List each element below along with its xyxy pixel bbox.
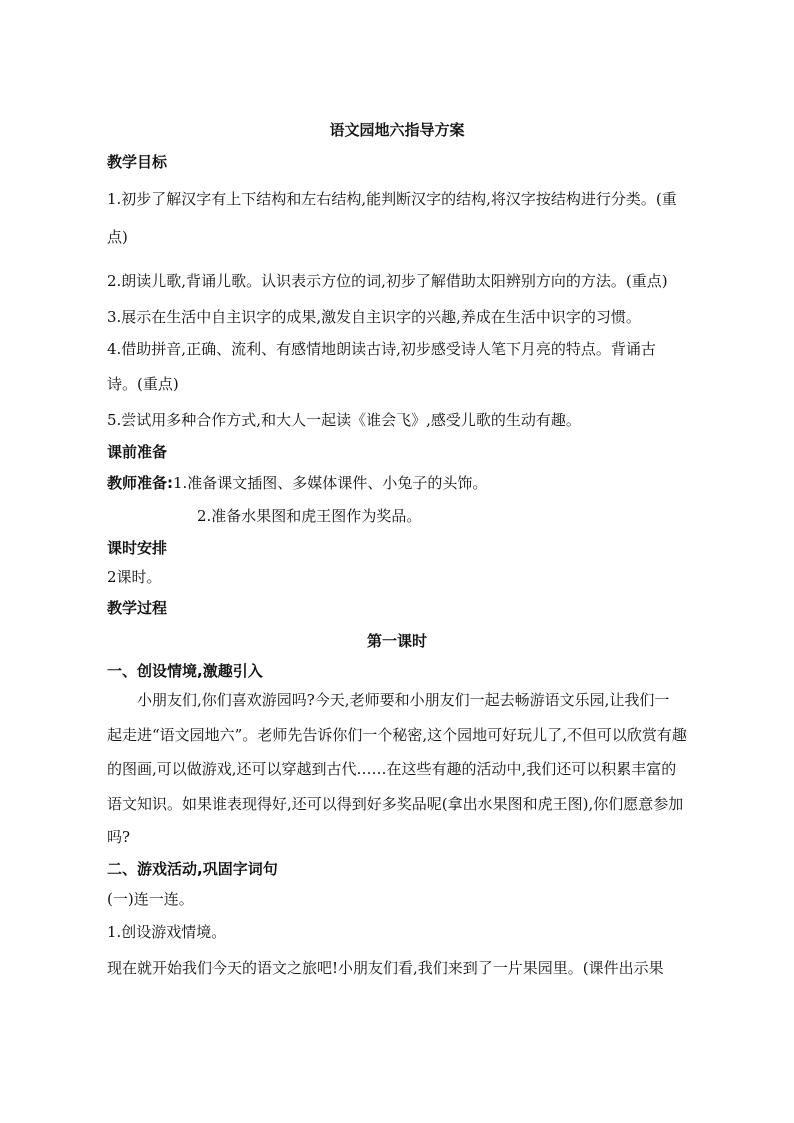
prep-label: 教师准备: <box>107 474 173 492</box>
part-2-heading: 二、游戏活动,巩固字词句 <box>107 860 278 878</box>
section-heading-schedule: 课时安排 <box>107 539 168 557</box>
goal-2: 2.朗读儿歌,背诵儿歌。认识表示方位的词,初步了解借助太阳辨别方向的方法。(重点) <box>107 272 668 290</box>
goal-4-line-2: 诗。(重点) <box>107 375 179 393</box>
prep-item-2: 2.准备水果图和虎王图作为奖品。 <box>197 507 422 525</box>
part-1-paragraph-line-5: 吗? <box>107 828 131 846</box>
goal-3: 3.展示在生活中自主识字的成果,激发自主识字的兴趣,养成在生活中识字的习惯。 <box>107 308 641 326</box>
part-1-paragraph-line-3: 的图画,可以做游戏,还可以穿越到古代……在这些有趣的活动中,我们还可以积累丰富的 <box>107 760 677 778</box>
section-heading-goals: 教学目标 <box>107 153 168 171</box>
subsection-1: (一)连一连。 <box>107 890 194 908</box>
document-title: 语文园地六指导方案 <box>329 121 465 139</box>
goal-1-line-2: 点) <box>107 228 128 246</box>
goal-1-line-1: 1.初步了解汉字有上下结构和左右结构,能判断汉字的结构,将汉字按结构进行分类。(重 <box>107 190 677 208</box>
part-2-paragraph-line-1: 现在就开始我们今天的语文之旅吧!小朋友们看,我们来到了一片果园里。(课件出示果 <box>107 959 664 977</box>
goal-4-line-1: 4.借助拼音,正确、流利、有感情地朗读古诗,初步感受诗人笔下月亮的特点。背诵古 <box>107 340 656 358</box>
goal-5: 5.尝试用多种合作方式,和大人一起读《谁会飞》,感受儿歌的生动有趣。 <box>107 411 581 429</box>
section-heading-prep: 课前准备 <box>107 443 168 461</box>
prep-item-1: 1.准备课文插图、多媒体课件、小兔子的头饰。 <box>173 474 488 492</box>
step-1: 1.创设游戏情境。 <box>107 923 227 941</box>
lesson-1-heading: 第一课时 <box>366 632 427 650</box>
part-1-paragraph-line-2: 起走进“语文园地六”。老师先告诉你们一个秘密,这个园地可好玩儿了,不但可以欣赏有趣 <box>107 726 687 744</box>
section-heading-process: 教学过程 <box>107 599 168 617</box>
schedule-text: 2课时。 <box>107 568 162 586</box>
part-1-paragraph-line-4: 语文知识。如果谁表现得好,还可以得到好多奖品呢(拿出水果图和虎王图),你们愿意参加 <box>107 795 684 813</box>
part-1-paragraph-line-1: 小朋友们,你们喜欢游园吗?今天,老师要和小朋友们一起去畅游语文乐园,让我们一 <box>137 691 670 709</box>
prep-row-1 <box>107 476 487 491</box>
part-1-heading: 一、创设情境,激趣引入 <box>107 662 263 680</box>
